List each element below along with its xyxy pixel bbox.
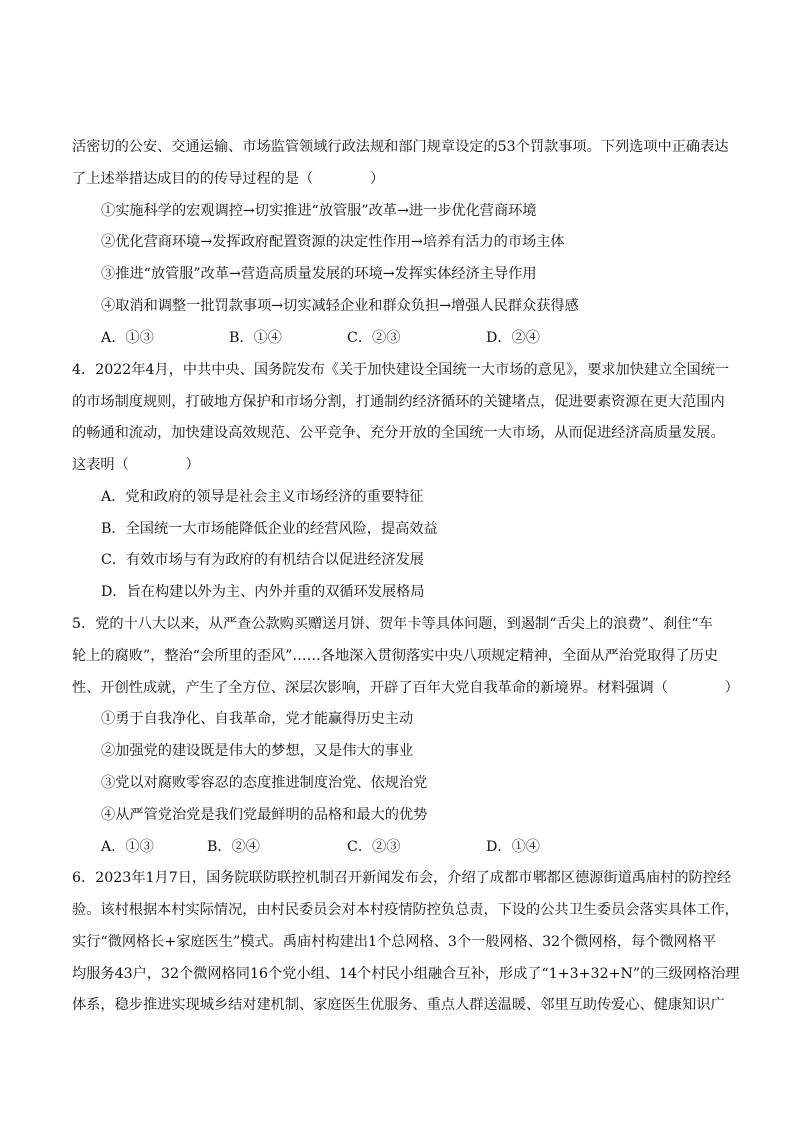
q3-stem-line-2: 了上述举措达成目的的传导过程的是（ ） [72,171,385,187]
q3-stem-line-1: 活密切的公安、交通运输、市场监管领域行政法规和部门规章设定的53个罚款事项。下列选项中正确表达 [72,139,729,155]
q5-item-3: ③党以对腐败零容忍的态度推进制度治党、依规治党 [101,775,428,791]
q3-item-1: ①实施科学的宏观调控→切实推进“放管服”改革→进一步优化营商环境 [101,203,537,219]
q6-stem-line-2: 验。该村根据本村实际情况，由村民委员会对本村疫情防控负总责，下设的公共卫生委员会落实具体工作， [72,902,739,918]
q3-item-4: ④取消和调整一批罚款事项→切实减轻企业和群众负担→增强人民群众获得感 [101,298,579,314]
q6-stem-line-5: 体系，稳步推进实现城乡结对建机制、家庭医生优服务、重点人群送温暖、邻里互助传爱心、健康知识广 [72,997,725,1013]
q4-choice-c[interactable]: C．有效市场与有为政府的有机结合以促进经济发展 [101,552,424,568]
q4-stem-line-1: 4．2022年4月，中共中央、国务院发布《关于加快建设全国统一大市场的意见》，要求加快建立全国统一 [72,362,730,378]
q5-item-1: ①勇于自我净化、自我革命，党才能赢得历史主动 [101,711,414,727]
q4-stem-line-4: 这表明（ ） [72,457,200,473]
q3-option-a[interactable]: A．①③ [101,330,154,346]
q4-stem-line-3: 的畅通和流动，加快建设高效规范、公平竞争、充分开放的全国统一大市场，从而促进经济高质量发展。 [72,425,725,441]
q5-option-c[interactable]: C．②③ [347,839,401,855]
q5-option-d[interactable]: D．①④ [486,839,540,855]
q4-choice-d[interactable]: D．旨在构建以外为主、内外并重的双循环发展格局 [101,584,425,600]
q5-option-b[interactable]: B．②④ [207,839,260,855]
q4-choice-a[interactable]: A．党和政府的领导是社会主义市场经济的重要特征 [101,489,424,505]
q6-stem-line-1: 6．2023年1月7日，国务院联防联控机制召开新闻发布会，介绍了成都市郫都区德源街道禹庙村的防控经 [72,870,732,886]
q5-item-4: ④从严管党治党是我们党最鲜明的品格和最大的优势 [101,807,428,823]
q4-stem-line-2: 的市场制度规则，打破地方保护和市场分割，打通制约经济循环的关键堵点，促进要素资源在更大范围内 [72,394,725,410]
q3-item-3: ③推进“放管服”改革→营造高质量发展的环境→发挥实体经济主导作用 [101,266,537,282]
q3-option-d[interactable]: D．②④ [486,330,540,346]
q5-option-a[interactable]: A．①③ [101,839,154,855]
q5-stem-line-1: 5．党的十八大以来，从严查公款购买赠送月饼、贺年卡等具体问题，到遏制“舌尖上的浪费”、刹住“车 [72,616,713,632]
q3-item-2: ②优化营商环境→发挥政府配置资源的决定性作用→培养有活力的市场主体 [101,234,565,250]
q3-option-b[interactable]: B．①④ [229,330,282,346]
q5-stem-line-2: 轮上的腐败”，整治“会所里的歪风”……各地深入贯彻落实中央八项规定精神，全面从严治党取得了历史 [72,648,719,664]
q6-stem-line-3: 实行“微网格长+家庭医生”模式。禹庙村构建出1个总网格、3个一般网格、32个微网格，每个微网格平 [72,934,717,950]
q6-stem-line-4: 均服务43户，32个微网格同16个党小组、14个村民小组融合互补，形成了“1+3+32+N”的三级网格治理 [72,966,740,982]
q4-choice-b[interactable]: B．全国统一大市场能降低企业的经营风险，提高效益 [101,521,438,537]
q5-item-2: ②加强党的建设既是伟大的梦想，又是伟大的事业 [101,743,414,759]
q3-option-c[interactable]: C．②③ [347,330,401,346]
q5-stem-line-3: 性、开创性成就，产生了全方位、深层次影响，开辟了百年大党自我革命的新境界。材料强调（ ） [72,680,739,696]
